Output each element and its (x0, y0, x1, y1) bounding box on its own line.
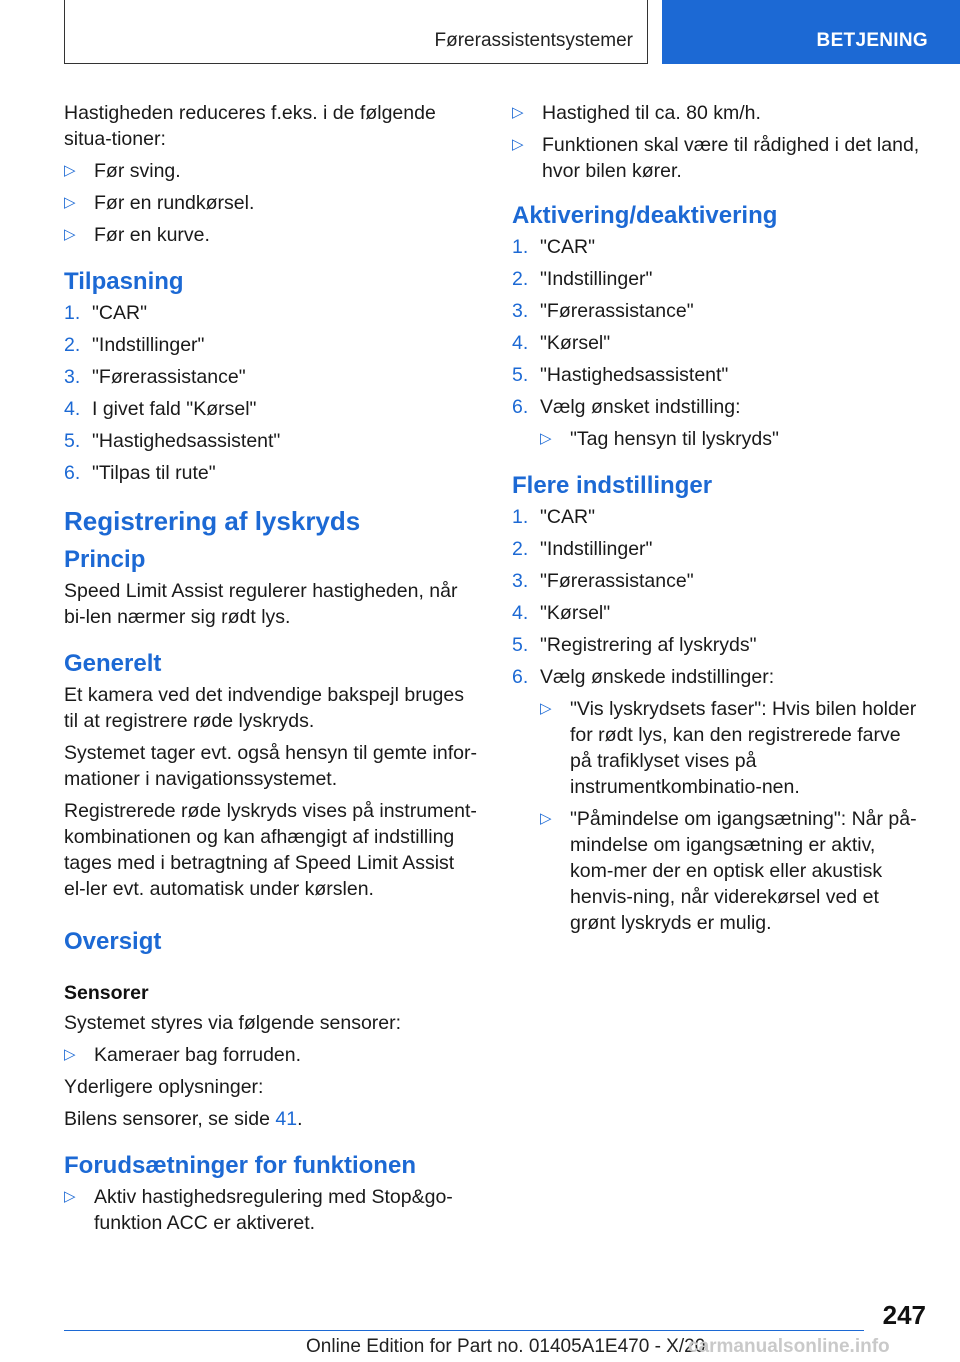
step-number: 2. (512, 268, 529, 290)
step-number: 1. (512, 506, 529, 528)
triangle-bullet-icon: ▷ (540, 430, 552, 447)
numbered-step (512, 298, 924, 324)
right-column (512, 100, 924, 942)
item-text: "Registrering af lyskryds" (540, 634, 757, 656)
bullet-item (512, 100, 924, 126)
numbered-step (512, 632, 924, 658)
item-text: Vælg ønskede indstillinger: (540, 666, 775, 688)
step-number: 1. (64, 302, 81, 324)
oversigt-heading: Oversigt (64, 928, 162, 955)
step-number: 6. (512, 666, 529, 688)
tilpasning-heading: Tilpasning (64, 268, 184, 295)
item-text: Aktiv hastighedsregulering med Stop&go-funktion ACC er aktiveret. (94, 1186, 453, 1234)
numbered-step (512, 536, 924, 562)
item-text: "Førerassistance" (540, 300, 694, 322)
sensorer-bullet-list (64, 1042, 478, 1068)
item-text: "CAR" (540, 236, 596, 258)
bullet-item (64, 190, 478, 216)
item-text: Før en rundkørsel. (94, 192, 255, 214)
forudsaetninger-bullet-list-cont (512, 100, 924, 184)
sensorer-heading: Sensorer (64, 982, 149, 1004)
numbered-step (512, 568, 924, 594)
triangle-bullet-icon: ▷ (512, 104, 524, 121)
aktivering-sub-list (512, 426, 924, 452)
generelt-paragraph-3: Registrerede røde lyskryds vises på instrument-kombinationen og kan afhængigt af indstilling tages med i betragtning af Speed Limit Assist el-ler evt. automatisk under kørslen. (64, 800, 477, 900)
page-ref-link[interactable]: 41 (275, 1108, 298, 1130)
forudsaetninger-bullet-list (64, 1184, 478, 1236)
triangle-bullet-icon: ▷ (64, 194, 76, 211)
numbered-step (64, 428, 478, 454)
step-number: 6. (512, 396, 529, 418)
numbered-step (512, 394, 924, 420)
intro-bullet-list (64, 158, 478, 248)
item-text: "Indstillinger" (540, 538, 653, 560)
item-text: Funktionen skal være til rådighed i det land, hvor bilen kører. (542, 134, 920, 182)
sensorer-text: Systemet styres via følgende sensorer: (64, 1012, 402, 1034)
forudsaetninger-heading: Forudsætninger for funktionen (64, 1152, 416, 1179)
step-number: 2. (512, 538, 529, 560)
step-number: 5. (512, 364, 529, 386)
numbered-step (512, 266, 924, 292)
step-number: 2. (64, 334, 81, 356)
item-text: Kameraer bag forruden. (94, 1044, 302, 1066)
tilpasning-steps (64, 300, 478, 486)
step-number: 4. (512, 602, 529, 624)
bullet-item (64, 222, 478, 248)
triangle-bullet-icon: ▷ (64, 162, 76, 179)
bullet-item (64, 1184, 478, 1236)
step-number: 3. (64, 366, 81, 388)
step-number: 3. (512, 570, 529, 592)
aktivering-heading: Aktivering/deaktivering (512, 202, 778, 229)
item-text: "Hastighedsassistent" (540, 364, 729, 386)
item-text: "Førerassistance" (92, 366, 246, 388)
numbered-step (64, 332, 478, 358)
flere-sub-list (512, 696, 924, 936)
numbered-step (64, 460, 478, 486)
step-number: 6. (64, 462, 81, 484)
registrering-heading: Registrering af lyskryds (64, 506, 361, 536)
bullet-item (540, 426, 924, 452)
item-text: "Kørsel" (540, 602, 611, 624)
step-number: 4. (512, 332, 529, 354)
step-number: 1. (512, 236, 529, 258)
item-text: "Indstillinger" (540, 268, 653, 290)
bullet-item (512, 132, 924, 184)
intro-text: Hastigheden reduceres f.eks. i de følgende situa-tioner: (64, 102, 436, 150)
triangle-bullet-icon: ▷ (540, 700, 552, 717)
item-text: "CAR" (540, 506, 596, 528)
triangle-bullet-icon: ▷ (64, 1046, 76, 1063)
bullet-item (540, 696, 924, 800)
generelt-paragraph-2: Systemet tager evt. også hensyn til gemte infor-mationer i navigationssystemet. (64, 742, 477, 790)
item-text: Hastighed til ca. 80 km/h. (542, 102, 761, 124)
princip-heading: Princip (64, 546, 146, 573)
aktivering-steps (512, 234, 924, 420)
generelt-heading: Generelt (64, 650, 162, 677)
princip-text: Speed Limit Assist regulerer hastigheden, når bi-len nærmer sig rødt lys. (64, 580, 458, 628)
footer-edition: Online Edition for Part no. 01405A1E470 - X/20 (306, 1336, 706, 1357)
item-text: Vælg ønsket indstilling: (540, 396, 741, 418)
left-column (64, 100, 478, 1242)
bilens-suffix: . (297, 1108, 303, 1130)
item-text: "Førerassistance" (540, 570, 694, 592)
step-number: 3. (512, 300, 529, 322)
numbered-step (64, 396, 478, 422)
flere-heading: Flere indstillinger (512, 472, 713, 499)
page-number: 247 (882, 1300, 926, 1330)
section-header-box (64, 0, 648, 64)
item-text: "Hastighedsassistent" (92, 430, 281, 452)
step-number: 5. (512, 634, 529, 656)
numbered-step (512, 234, 924, 260)
generelt-paragraph-1: Et kamera ved det indvendige bakspejl bruges til at registrere røde lyskryds. (64, 684, 464, 732)
item-text: "Kørsel" (540, 332, 611, 354)
bullet-item (64, 1042, 478, 1068)
bilens-sensorer-ref (64, 1106, 478, 1132)
numbered-step (512, 504, 924, 530)
bilens-prefix: Bilens sensorer, se side (64, 1108, 276, 1130)
footer-watermark: carmanualsonline.info (688, 1336, 890, 1357)
numbered-step (64, 364, 478, 390)
item-text: "CAR" (92, 302, 148, 324)
triangle-bullet-icon: ▷ (512, 136, 524, 153)
item-text: "Tilpas til rute" (92, 462, 216, 484)
item-text: "Vis lyskrydsets faser": Hvis bilen holder for rødt lys, kan den registrerede farve på trafiklyset vises på instrumentkombinatio-nen. (570, 698, 917, 798)
section-title: Førerassistentsystemer (434, 30, 633, 51)
page-header (0, 0, 960, 66)
item-text: I givet fald "Kørsel" (92, 398, 257, 420)
yderligere-text: Yderligere oplysninger: (64, 1076, 264, 1098)
numbered-step (512, 330, 924, 356)
footer-divider (64, 1330, 864, 1331)
item-text: "Indstillinger" (92, 334, 205, 356)
flere-steps (512, 504, 924, 690)
item-text: Før en kurve. (94, 224, 210, 246)
numbered-step (512, 600, 924, 626)
step-number: 4. (64, 398, 81, 420)
chapter-title: BETJENING (816, 30, 928, 51)
bullet-item (540, 806, 924, 936)
bullet-item (64, 158, 478, 184)
item-text: "Tag hensyn til lyskryds" (570, 428, 779, 450)
numbered-step (64, 300, 478, 326)
item-text: Før sving. (94, 160, 181, 182)
triangle-bullet-icon: ▷ (64, 1188, 76, 1205)
step-number: 5. (64, 430, 81, 452)
numbered-step (512, 362, 924, 388)
triangle-bullet-icon: ▷ (540, 810, 552, 827)
item-text: "Påmindelse om igangsætning": Når på-mindelse om igangsætning er aktiv, kom-mer der en optisk eller akustisk henvis-ning, når viderekørsel ved et grønt lyskryds er mulig. (570, 808, 917, 934)
numbered-step (512, 664, 924, 690)
triangle-bullet-icon: ▷ (64, 226, 76, 243)
chapter-tab (662, 0, 960, 64)
